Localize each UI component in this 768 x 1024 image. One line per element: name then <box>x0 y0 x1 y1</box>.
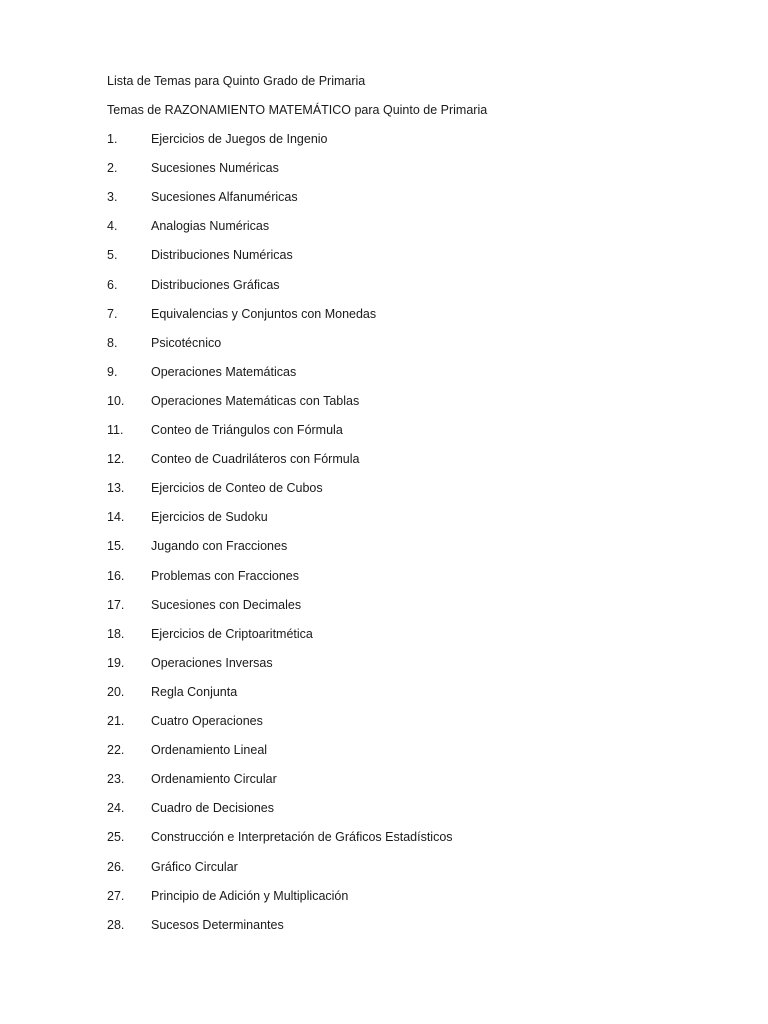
list-item <box>0 656 768 674</box>
list-item <box>0 336 768 354</box>
list-item <box>0 132 768 150</box>
list-item-text: Sucesiones Alfanuméricas <box>151 190 298 205</box>
list-item-text: Psicotécnico <box>151 335 222 350</box>
list-item-number: 19. <box>107 655 125 670</box>
list-item-text: Regla Conjunta <box>151 684 238 699</box>
list-item-text: Jugando con Fracciones <box>151 539 288 554</box>
list-item-text: Ejercicios de Sudoku <box>151 510 268 525</box>
list-item-number: 15. <box>107 539 125 554</box>
list-item <box>0 918 768 936</box>
list-item <box>0 190 768 208</box>
list-item-text: Ejercicios de Juegos de Ingenio <box>151 132 328 146</box>
list-item-number: 8. <box>107 335 118 350</box>
list-item <box>0 598 768 616</box>
list-item-number: 22. <box>107 743 125 758</box>
list-item <box>0 772 768 790</box>
list-item-number: 28. <box>107 917 125 932</box>
list-item <box>0 307 768 325</box>
list-item-number: 23. <box>107 772 125 787</box>
list-item-number: 21. <box>107 714 125 728</box>
list-item-text: Construcción e Interpretación de Gráficos Estadísticos <box>151 830 453 845</box>
list-item-number: 4. <box>107 219 118 234</box>
list-item <box>0 452 768 470</box>
list-item <box>0 860 768 878</box>
list-item <box>0 248 768 266</box>
list-item-text: Conteo de Cuadriláteros con Fórmula <box>151 452 360 467</box>
list-item <box>0 743 768 761</box>
list-item <box>0 889 768 907</box>
list-item <box>0 481 768 499</box>
list-item <box>0 539 768 557</box>
list-item-number: 17. <box>107 597 125 612</box>
list-item <box>0 714 768 732</box>
list-item-number: 2. <box>107 161 118 176</box>
list-item-text: Conteo de Triángulos con Fórmula <box>151 423 343 437</box>
list-item-number: 12. <box>107 452 125 467</box>
list-item-number: 18. <box>107 626 125 641</box>
list-item <box>0 219 768 237</box>
list-item-number: 14. <box>107 510 125 525</box>
list-item-number: 27. <box>107 888 125 903</box>
list-item-text: Ordenamiento Circular <box>151 772 277 787</box>
list-item-number: 10. <box>107 393 125 408</box>
list-item-text: Problemas con Fracciones <box>151 568 299 583</box>
list-item <box>0 161 768 179</box>
list-item-text: Operaciones Inversas <box>151 655 273 670</box>
list-item-number: 26. <box>107 859 125 874</box>
list-item-text: Distribuciones Gráficas <box>151 277 280 292</box>
list-item-number: 20. <box>107 684 125 699</box>
list-item-text: Operaciones Matemáticas <box>151 364 297 379</box>
list-item-text: Ordenamiento Lineal <box>151 743 268 758</box>
document-title: Lista de Temas para Quinto Grado de Primaria <box>107 74 366 88</box>
list-item-number: 5. <box>107 248 118 263</box>
list-item-text: Sucesos Determinantes <box>151 917 284 932</box>
document-subtitle: Temas de RAZONAMIENTO MATEMÁTICO para Quinto de Primaria <box>107 103 488 117</box>
list-item-text: Analogias Numéricas <box>151 219 270 234</box>
list-item <box>0 365 768 383</box>
list-item-text: Cuadro de Decisiones <box>151 801 274 816</box>
list-item-number: 11. <box>107 423 124 437</box>
list-item-number: 7. <box>107 306 118 321</box>
list-item <box>0 801 768 819</box>
list-item-text: Operaciones Matemáticas con Tablas <box>151 393 360 408</box>
list-item-text: Equivalencias y Conjuntos con Monedas <box>151 306 377 321</box>
list-item-number: 16. <box>107 568 125 583</box>
list-item <box>0 685 768 703</box>
list-item-text: Cuatro Operaciones <box>151 714 263 728</box>
list-item <box>0 278 768 296</box>
list-item-number: 25. <box>107 830 125 845</box>
list-item-text: Distribuciones Numéricas <box>151 248 293 263</box>
list-item <box>0 394 768 412</box>
list-item-number: 6. <box>107 277 118 292</box>
list-item-number: 9. <box>107 364 118 379</box>
list-item <box>0 830 768 848</box>
list-item-number: 24. <box>107 801 125 816</box>
list-item <box>0 627 768 645</box>
list-item <box>0 423 768 441</box>
list-item-text: Ejercicios de Conteo de Cubos <box>151 481 323 496</box>
list-item <box>0 569 768 587</box>
list-item-number: 13. <box>107 481 125 496</box>
list-item-number: 3. <box>107 190 118 205</box>
list-item-text: Ejercicios de Criptoaritmética <box>151 626 313 641</box>
list-item-text: Sucesiones con Decimales <box>151 597 302 612</box>
list-item-number: 1. <box>107 132 118 146</box>
list-item-text: Gráfico Circular <box>151 859 238 874</box>
list-item <box>0 510 768 528</box>
list-item-text: Sucesiones Numéricas <box>151 161 279 176</box>
list-item-text: Principio de Adición y Multiplicación <box>151 888 349 903</box>
